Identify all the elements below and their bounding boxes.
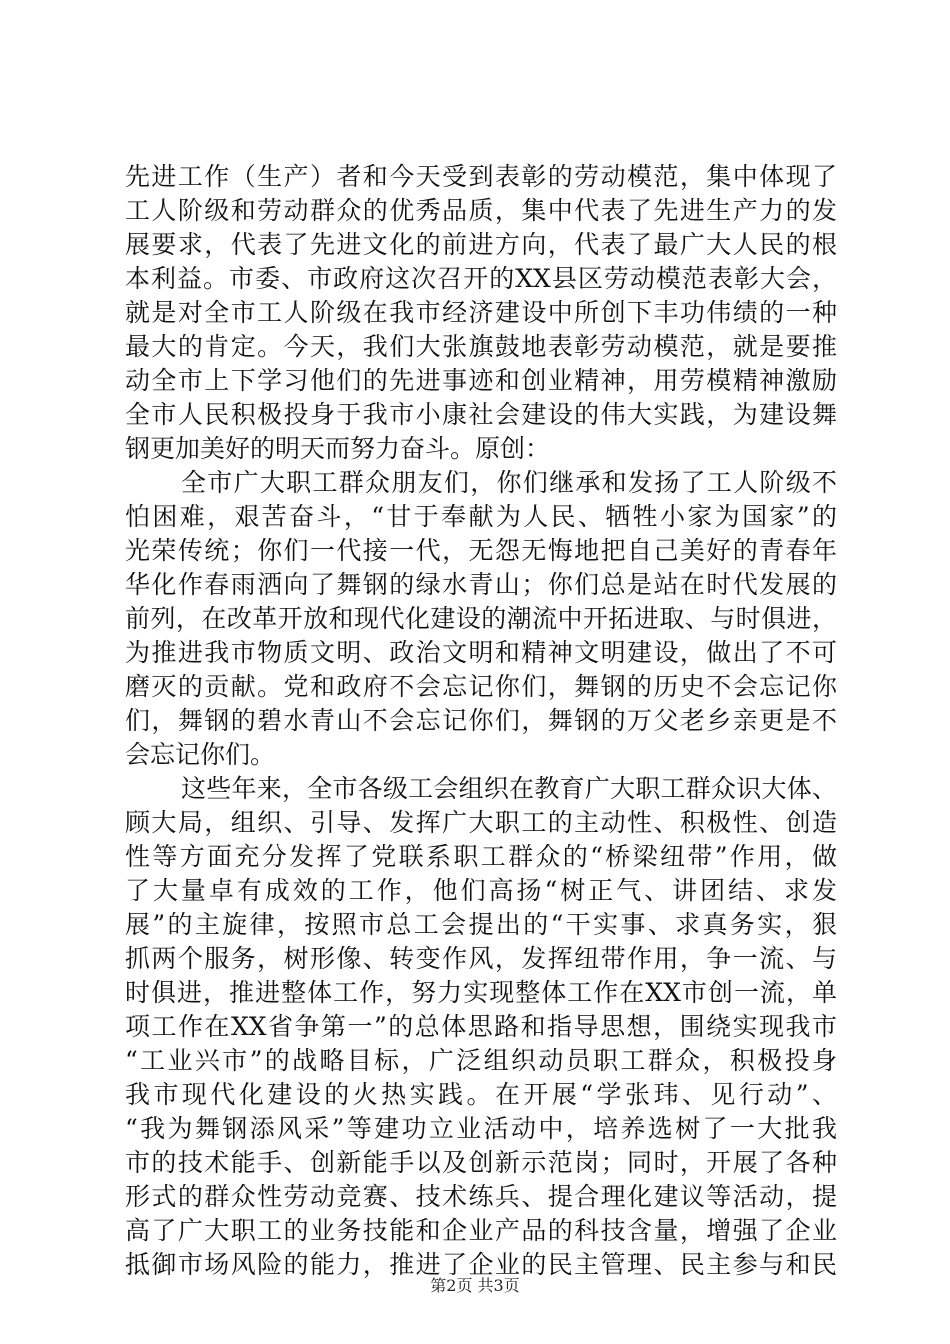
text-line: 动全市上下学习他们的先进事迹和创业精神，用劳模精神激励 <box>125 366 837 395</box>
text-line: 磨灭的贡献。党和政府不会忘记你们，舞钢的历史不会忘记你 <box>125 672 837 701</box>
text-line: 市的技术能手、创新能手以及创新示范岗；同时，开展了各种 <box>125 1148 837 1177</box>
text-line: 形式的群众性劳动竞赛、技术练兵、提合理化建议等活动，提 <box>125 1182 837 1211</box>
text-line: 性等方面充分发挥了党联系职工群众的“桥梁纽带”作用，做 <box>125 842 837 871</box>
paragraph-3 <box>125 772 837 1282</box>
text-line: 为推进我市物质文明、政治文明和精神文明建设，做出了不可 <box>125 638 837 667</box>
text-line: “我为舞钢添风采”等建功立业活动中，培养选树了一大批我 <box>125 1114 837 1143</box>
page-number-footer: 第2页 共3页 <box>430 1276 520 1295</box>
text-line: 顾大局，组织、引导、发挥广大职工的主动性、积极性、创造 <box>125 808 837 837</box>
text-line: 工人阶级和劳动群众的优秀品质，集中代表了先进生产力的发 <box>125 196 837 225</box>
text-line: 会忘记你们。 <box>125 740 276 769</box>
text-line: 高了广大职工的业务技能和企业产品的科技含量，增强了企业 <box>125 1216 837 1245</box>
text-line: 展要求，代表了先进文化的前进方向，代表了最广大人民的根 <box>125 230 837 259</box>
text-line: 华化作春雨洒向了舞钢的绿水青山；你们总是站在时代发展的 <box>125 570 837 599</box>
text-line: 抓两个服务，树形像、转变作风，发挥纽带作用，争一流、与 <box>125 944 837 973</box>
paragraph-2 <box>125 466 837 772</box>
text-line: 本利益。市委、市政府这次召开的XX县区劳动模范表彰大会， <box>125 264 837 293</box>
text-line: 全市人民积极投身于我市小康社会建设的伟大实践，为建设舞 <box>125 400 837 429</box>
text-line: 展”的主旋律，按照市总工会提出的“干实事、求真务实，狠 <box>125 910 837 939</box>
text-line: 先进工作（生产）者和今天受到表彰的劳动模范，集中体现了 <box>125 162 837 191</box>
text-line: 全市广大职工群众朋友们，你们继承和发扬了工人阶级不 <box>181 468 837 497</box>
text-line: 项工作在XX省争第一”的总体思路和指导思想，围绕实现我市 <box>125 1012 837 1041</box>
text-line: 钢更加美好的明天而努力奋斗。原创： <box>125 434 551 463</box>
text-line: 时俱进，推进整体工作，努力实现整体工作在XX市创一流，单 <box>125 978 837 1007</box>
text-line: 最大的肯定。今天，我们大张旗鼓地表彰劳动模范，就是要推 <box>125 332 837 361</box>
document-body <box>125 160 837 1282</box>
text-line: “工业兴市”的战略目标，广泛组织动员职工群众，积极投身 <box>125 1046 837 1075</box>
text-line: 们，舞钢的碧水青山不会忘记你们，舞钢的万父老乡亲更是不 <box>125 706 837 735</box>
text-line: 光荣传统；你们一代接一代，无怨无悔地把自己美好的青春年 <box>125 536 837 565</box>
text-line: 前列，在改革开放和现代化建设的潮流中开拓进取、与时俱进， <box>125 604 837 633</box>
text-line: 这些年来，全市各级工会组织在教育广大职工群众识大体、 <box>181 774 837 803</box>
paragraph-1 <box>125 160 837 466</box>
text-line: 了大量卓有成效的工作，他们高扬“树正气、讲团结、求发 <box>125 876 837 905</box>
text-line: 抵御市场风险的能力，推进了企业的民主管理、民主参与和民 <box>125 1250 837 1279</box>
text-line: 怕困难，艰苦奋斗，“甘于奉献为人民、牺牲小家为国家”的 <box>125 502 837 531</box>
text-line: 我市现代化建设的火热实践。在开展“学张玮、见行动”、 <box>125 1080 837 1109</box>
text-line: 就是对全市工人阶级在我市经济建设中所创下丰功伟绩的一种 <box>125 298 837 327</box>
